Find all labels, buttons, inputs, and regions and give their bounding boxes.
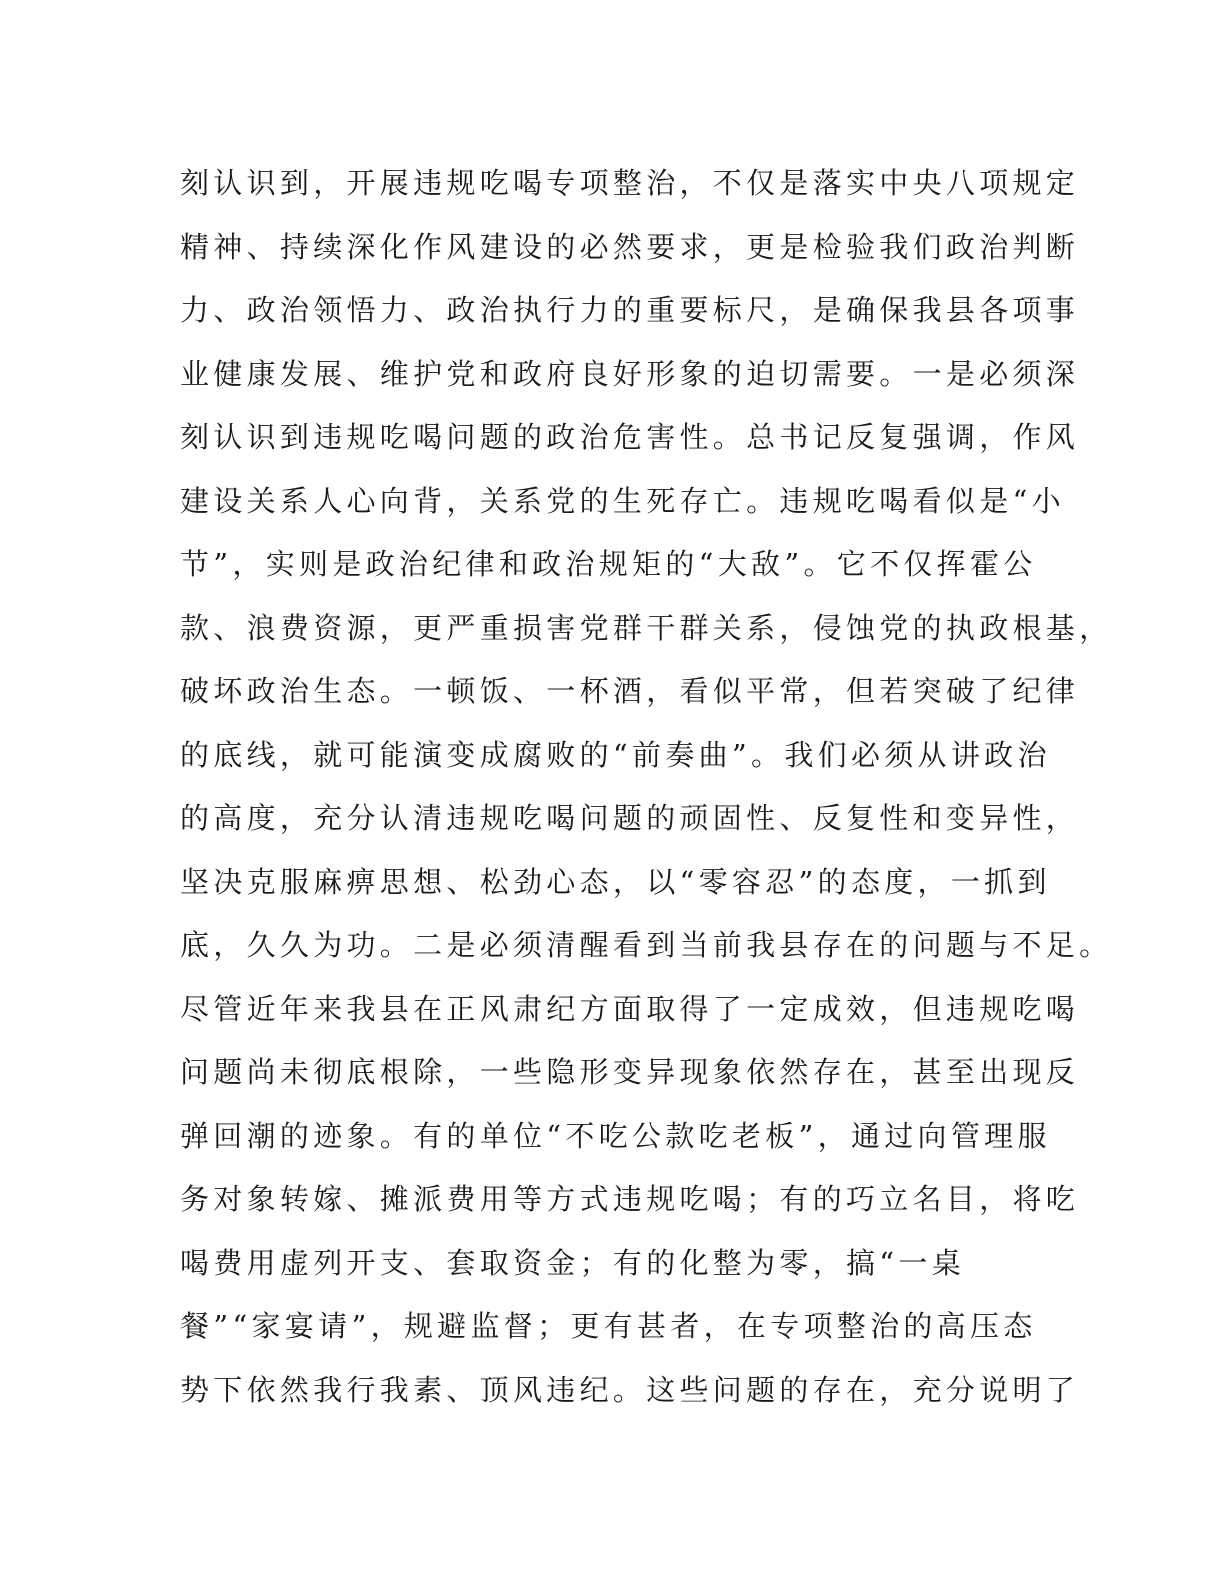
text-line: 的底线，就可能演变成腐败的“前奏曲”。我们必须从讲政治 — [180, 737, 1051, 772]
text-line: 业健康发展、维护党和政府良好形象的迫切需要。一是必须深 — [180, 356, 1080, 391]
text-line: 破坏政治生态。一顿饭、一杯酒，看似平常，但若突破了纪律 — [180, 674, 1080, 708]
text-line: 坚决克服麻痹思想、松劲心态，以“零容忍”的态度，一抓到 — [180, 864, 1051, 899]
text-line: 弹回潮的迹象。有的单位“不吃公款吃老板”，通过向管理服 — [180, 1118, 1051, 1153]
text-line: 势下依然我行我素、顶风违纪。这些问题的存在，充分说明了 — [180, 1372, 1080, 1407]
text-line: 餐”“家宴请”，规避监督；更有甚者，在专项整治的高压态 — [180, 1309, 1037, 1343]
text-line: 刻认识到违规吃喝问题的政治危害性。总书记反复强调，作风 — [180, 420, 1080, 454]
body-text — [180, 152, 1113, 1422]
text-line: 刻认识到，开展违规吃喝专项整治，不仅是落实中央八项规定 — [180, 166, 1080, 200]
text-line: 力、政治领悟力、政治执行力的重要标尺，是确保我县各项事 — [180, 293, 1080, 327]
text-line: 问题尚未彻底根除，一些隐形变异现象依然存在，甚至出现反 — [180, 1055, 1080, 1089]
text-line: 精神、持续深化作风建设的必然要求，更是检验我们政治判断 — [180, 229, 1080, 264]
text-line: 节”，实则是政治纪律和政治规矩的“大敌”。它不仅挥霍公 — [180, 547, 1037, 581]
text-line: 底，久久为功。二是必须清醒看到当前我县存在的问题与不足。 — [180, 928, 1113, 962]
text-line: 款、浪费资源，更严重损害党群干群关系，侵蚀党的执政根基， — [180, 610, 1113, 645]
text-line: 的高度，充分认清违规吃喝问题的顽固性、反复性和变异性， — [180, 801, 1080, 835]
text-line: 务对象转嫁、摊派费用等方式违规吃喝；有的巧立名目，将吃 — [180, 1182, 1080, 1216]
text-line: 喝费用虚列开支、套取资金；有的化整为零，搞“一桌 — [180, 1245, 966, 1280]
text-line: 尽管近年来我县在正风肃纪方面取得了一定成效，但违规吃喝 — [180, 991, 1080, 1026]
text-line: 建设关系人心向背，关系党的生死存亡。违规吃喝看似是“小 — [180, 483, 1065, 518]
